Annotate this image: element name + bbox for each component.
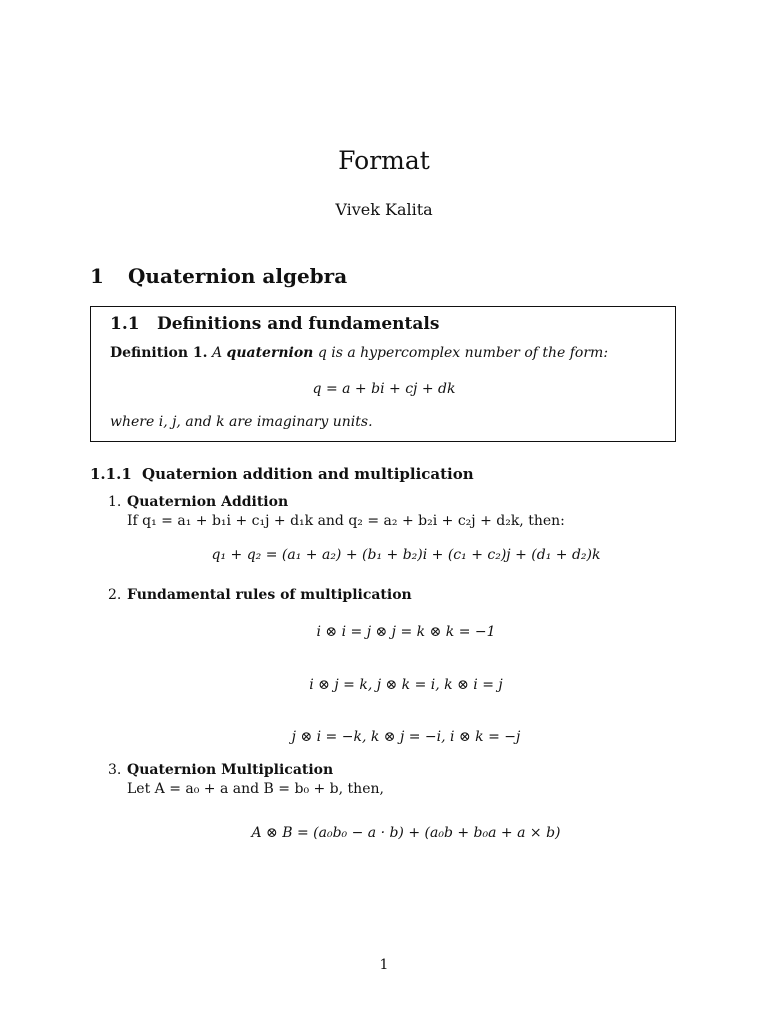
- list-item-heading: Fundamental rules of multiplication: [127, 587, 412, 603]
- definition-note: where i, j, and k are imaginary units.: [110, 414, 373, 430]
- list-item-text: If q₁ = a₁ + b₁i + c₁j + d₁k and q₂ = a₂ + b₂i + c₂j + d₂k, then:: [127, 513, 565, 529]
- list-item-heading: Quaternion Addition: [127, 494, 289, 510]
- section-heading: [90, 264, 347, 288]
- page-number: 1: [379, 957, 389, 973]
- definition-label: Definition 1.: [110, 345, 208, 361]
- author-name: Vivek Kalita: [335, 200, 433, 219]
- list-item-number: 2.: [108, 587, 122, 603]
- subsection-title: Definitions and fundamentals: [157, 314, 440, 334]
- definition-statement: [110, 345, 608, 361]
- equation-rule-anticyclic: j ⊗ i = −k, k ⊗ j = −i, i ⊗ k = −j: [291, 729, 521, 745]
- list-item: [108, 587, 412, 603]
- list-item-text: Let A = a₀ + a and B = b₀ + b, then,: [127, 781, 384, 797]
- definition-rest: q is a hypercomplex number of the form:: [317, 345, 609, 361]
- subsubsection-heading: [90, 465, 474, 483]
- subsection-heading: [110, 314, 439, 334]
- list-item-number: 1.: [108, 494, 122, 510]
- document-title: Format: [338, 146, 430, 175]
- subsection-number: 1.1: [110, 314, 140, 334]
- section-number: 1: [90, 264, 104, 288]
- section-title: Quaternion algebra: [128, 264, 348, 288]
- equation-multiplication: A ⊗ B = (a₀b₀ − a · b) + (a₀b + b₀a + a × b): [251, 825, 561, 841]
- definition-equation: q = a + bi + cj + dk: [312, 381, 456, 397]
- list-item-number: 3.: [108, 762, 122, 778]
- definition-term: quaternion: [226, 345, 314, 361]
- list-item: [108, 494, 288, 510]
- subsubsection-number: 1.1.1: [90, 465, 132, 483]
- list-item-heading: Quaternion Multiplication: [127, 762, 334, 778]
- equation-rule-squares: i ⊗ i = j ⊗ j = k ⊗ k = −1: [316, 624, 496, 640]
- equation-addition: q₁ + q₂ = (a₁ + a₂) + (b₁ + b₂)i + (c₁ + c₂)j + (d₁ + d₂)k: [211, 547, 601, 563]
- subsubsection-title: Quaternion addition and multiplication: [142, 465, 474, 483]
- equation-rule-cyclic: i ⊗ j = k, j ⊗ k = i, k ⊗ i = j: [309, 677, 503, 693]
- definition-intro: A: [211, 345, 223, 361]
- list-item: [108, 762, 333, 778]
